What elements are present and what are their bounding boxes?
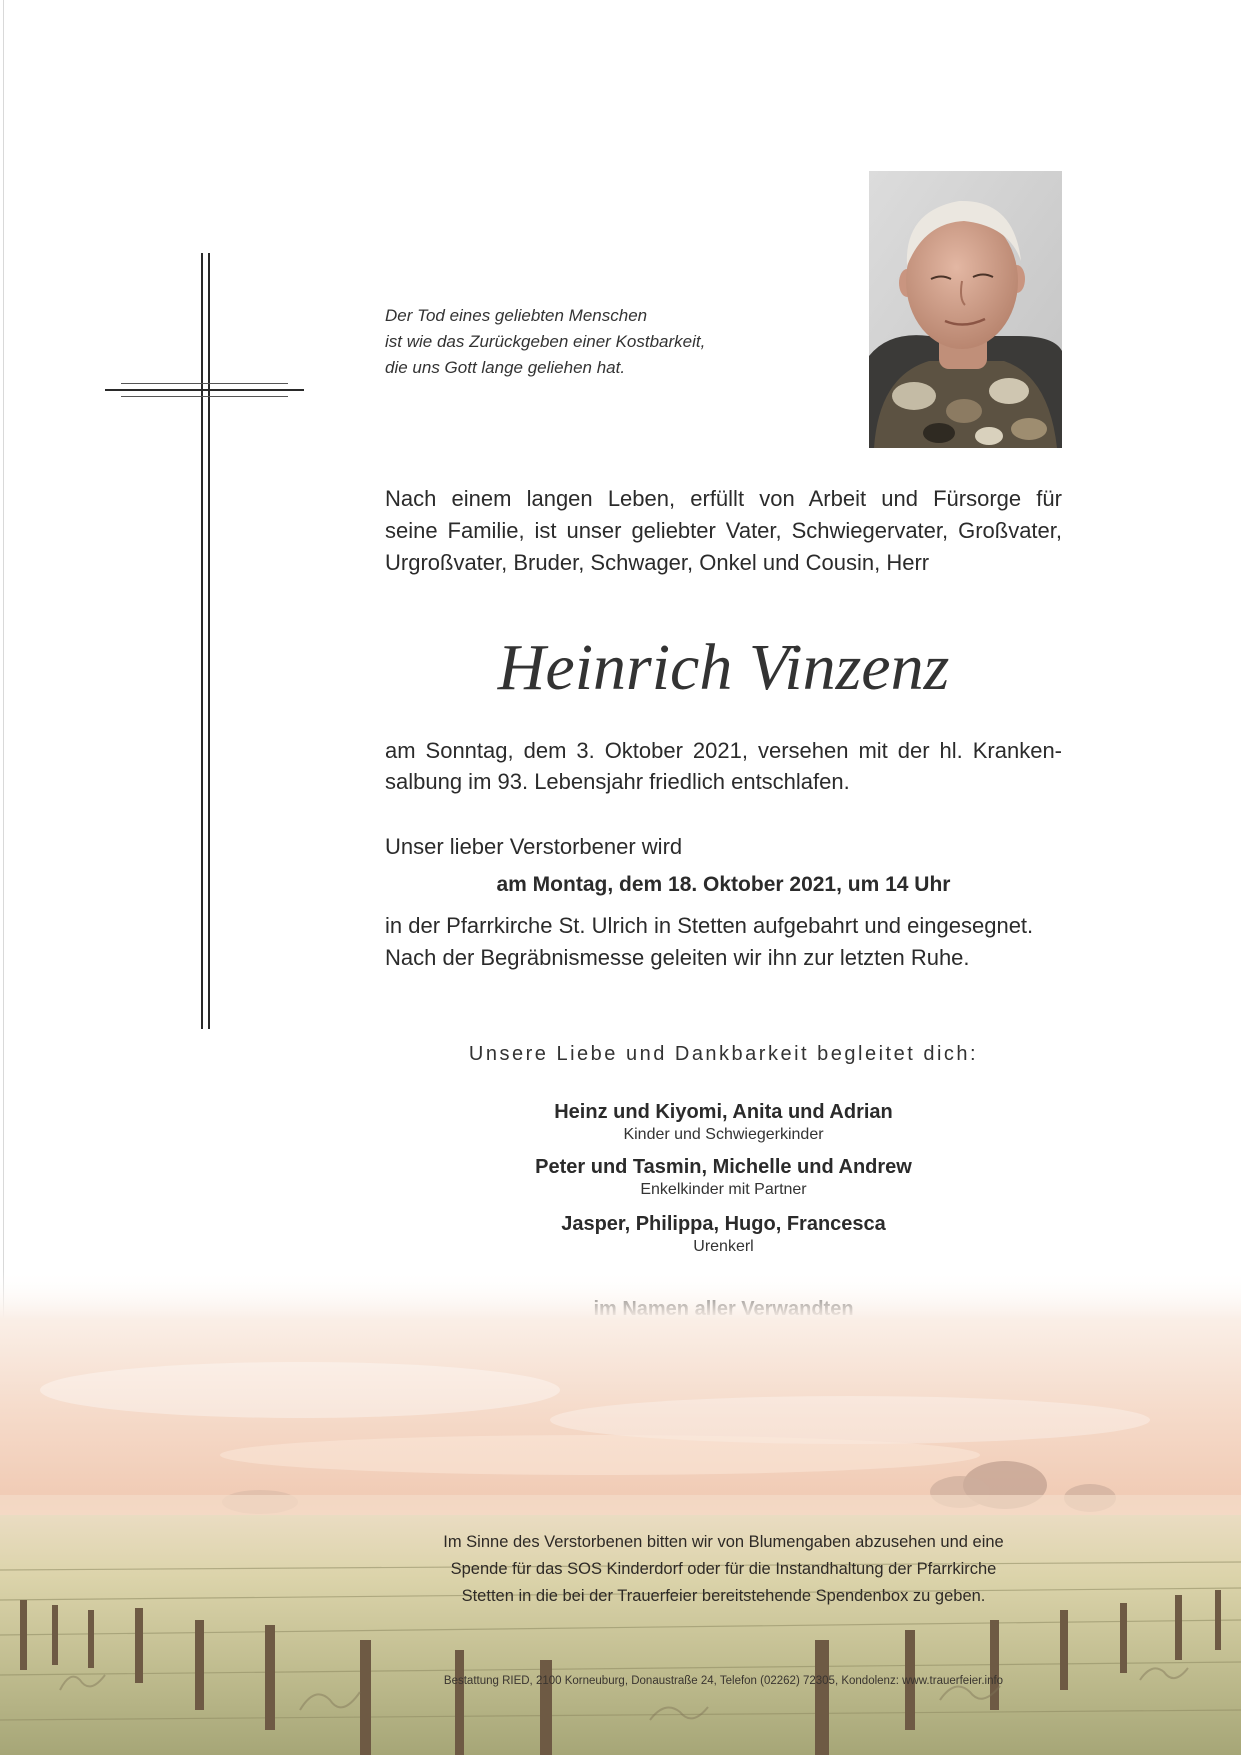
funeral-line: Nach der Begräbnismesse geleiten wir ihn zur letzten Ruhe.	[385, 945, 970, 970]
donation-line: Spende für das SOS Kinderdorf oder für die Instandhaltung der Pfarrkirche	[450, 1560, 997, 1578]
vineyard-post	[195, 1620, 204, 1710]
vineyard-post	[1120, 1603, 1127, 1673]
donation-line: Stetten in die bei der Trauerfeier bereitstehende Spendenbox zu geben.	[461, 1587, 986, 1605]
vineyard-post	[455, 1650, 464, 1755]
camo-spot	[946, 399, 982, 423]
vineyard-post	[20, 1600, 27, 1670]
vineyard-post	[52, 1605, 58, 1665]
funeral-details	[385, 910, 1062, 974]
vineyard-post	[360, 1640, 371, 1755]
intro-line: Urgroßvater, Bruder, Schwager, Onkel und Cousin, Herr	[385, 550, 930, 575]
mourners-heading: Unsere Liebe und Dankbarkeit begleitet dich:	[468, 1043, 979, 1065]
camo-spot	[989, 378, 1029, 404]
camo-spot	[1011, 418, 1047, 440]
deceased-name: Heinrich Vinzenz	[497, 631, 950, 704]
donation-note	[385, 1529, 1062, 1610]
cross-horizontal-line-bottom	[121, 396, 288, 397]
mourner-group	[385, 1154, 1062, 1200]
mourner-names: Peter und Tasmin, Michelle und Andrew	[535, 1156, 912, 1178]
vineyard-post	[1215, 1590, 1221, 1650]
mourner-group	[385, 1211, 1062, 1257]
quote-line: Der Tod eines geliebten Menschen	[385, 306, 648, 325]
cross-icon	[105, 253, 305, 1030]
vineyard-post	[265, 1625, 275, 1730]
funeral-home-footer: Bestattung RIED, 2100 Korneuburg, Donaustraße 24, Telefon (02262) 72305, Kondolenz: www.trauerfeier.info	[443, 1675, 1004, 1687]
intro-line: Nach einem langen Leben, erfüllt von Arbeit und Fürsorge für	[385, 486, 1062, 511]
cloud	[220, 1435, 980, 1475]
death-notice-line: am Sonntag, dem 3. Oktober 2021, versehen mit der hl. Kranken-	[385, 738, 1062, 763]
funeral-intro: Unser lieber Verstorbener wird	[385, 834, 683, 859]
vineyard-post	[135, 1608, 143, 1683]
camo-spot	[892, 382, 936, 410]
camo-spot	[975, 427, 1003, 445]
intro-line: seine Familie, ist unser geliebter Vater, Schwiegervater, Großvater,	[385, 518, 1062, 543]
vineyard-post	[990, 1620, 999, 1710]
mourner-relation: Urenkerl	[693, 1238, 754, 1255]
memorial-quote	[385, 303, 805, 381]
quote-line: die uns Gott lange geliehen hat.	[385, 358, 626, 377]
vineyard-post	[1175, 1595, 1182, 1660]
cross-horizontal-line-main	[105, 389, 304, 391]
mourner-names: Jasper, Philippa, Hugo, Francesca	[561, 1213, 886, 1235]
portrait-photo	[869, 171, 1062, 448]
cross-horizontal-line-top	[121, 383, 288, 384]
cross-vertical-line-left	[201, 253, 203, 1029]
intro-paragraph	[385, 483, 1062, 579]
vineyard-post	[88, 1610, 94, 1668]
quote-line: ist wie das Zurückgeben einer Kostbarkeit,	[385, 332, 706, 351]
death-notice	[385, 735, 1062, 797]
donation-line: Im Sinne des Verstorbenen bitten wir von Blumengaben abzusehen und eine	[443, 1533, 1004, 1551]
funeral-line: in der Pfarrkirche St. Ulrich in Stetten aufgebahrt und eingesegnet.	[385, 913, 1034, 938]
funeral-date-time: am Montag, dem 18. Oktober 2021, um 14 Uhr	[496, 873, 951, 896]
mourner-relation: Kinder und Schwiegerkinder	[623, 1126, 824, 1143]
cloud	[40, 1362, 560, 1418]
mourner-relation: Enkelkinder mit Partner	[640, 1181, 807, 1198]
vineyard-post	[815, 1640, 829, 1755]
mourner-group	[385, 1099, 1062, 1145]
death-notice-line: salbung im 93. Lebensjahr friedlich entschlafen.	[385, 769, 850, 794]
mourner-names: Heinz und Kiyomi, Anita und Adrian	[554, 1101, 893, 1123]
camo-spot	[923, 423, 955, 443]
cross-vertical-line-right	[208, 253, 210, 1029]
